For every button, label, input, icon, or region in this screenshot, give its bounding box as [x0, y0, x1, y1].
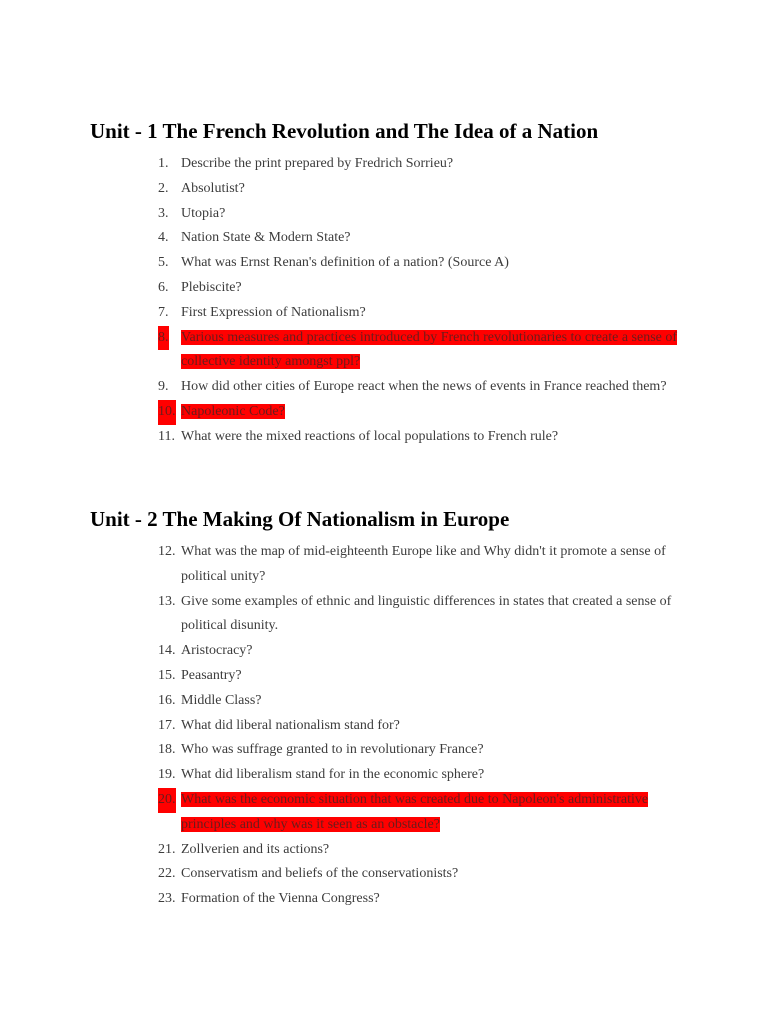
question-number: 13.	[158, 593, 176, 609]
question-number: 16.	[158, 692, 176, 708]
question-text: Formation of the Vienna Congress?	[181, 891, 380, 907]
question-item	[0, 763, 681, 788]
question-number: 19.	[158, 767, 176, 783]
question-number: 8.	[158, 326, 169, 351]
question-number: 1.	[158, 156, 169, 171]
question-item	[0, 639, 681, 664]
question-text: What was the map of mid-eighteenth Europe like and Why didn't it promote a sense of political unity?	[181, 544, 666, 584]
question-number: 11.	[158, 428, 175, 444]
question-text: What did liberalism stand for in the economic sphere?	[181, 767, 485, 783]
question-item	[0, 738, 681, 763]
question-text: Zollverien and its actions?	[181, 841, 330, 857]
question-text: Nation State & Modern State?	[181, 230, 351, 246]
question-item	[0, 887, 681, 912]
question-number: 3.	[158, 205, 169, 221]
question-item	[0, 689, 681, 714]
question-text: Napoleonic Code?	[181, 403, 285, 419]
question-text: Describe the print prepared by Fredrich Sorrieu?	[181, 156, 454, 171]
question-item	[0, 664, 681, 689]
question-item	[0, 276, 681, 301]
question-number: 15.	[158, 667, 176, 683]
question-item-highlighted	[0, 326, 681, 376]
question-text: What did liberal nationalism stand for?	[181, 717, 400, 733]
question-number: 10.	[158, 400, 176, 425]
question-number: 20.	[158, 788, 176, 813]
question-item	[0, 152, 681, 177]
question-item	[0, 425, 681, 450]
question-text: How did other cities of Europe react when the news of events in France reached them?	[181, 379, 667, 395]
question-text: Give some examples of ethnic and linguistic differences in states that created a sense of political disunity.	[181, 593, 672, 634]
question-text: Conservatism and beliefs of the conservationists?	[181, 866, 459, 882]
question-text: Middle Class?	[181, 692, 262, 708]
question-item-highlighted	[0, 400, 681, 425]
question-item	[0, 590, 681, 640]
question-item	[0, 838, 681, 863]
question-number: 2.	[158, 180, 169, 196]
question-item	[0, 375, 681, 400]
question-number: 12.	[158, 544, 176, 559]
question-number: 7.	[158, 304, 169, 320]
question-number: 14.	[158, 643, 176, 659]
question-number: 5.	[158, 255, 169, 271]
question-item	[0, 226, 681, 251]
question-number: 21.	[158, 841, 176, 857]
unit-1-question-list	[0, 152, 681, 450]
question-text: Peasantry?	[181, 667, 242, 683]
question-item	[0, 540, 681, 590]
question-item	[0, 714, 681, 739]
question-item	[0, 862, 681, 887]
question-text: Who was suffrage granted to in revolutionary France?	[181, 742, 484, 758]
question-number: 18.	[158, 742, 176, 758]
question-item	[0, 251, 681, 276]
unit-1-heading: Unit - 1 The French Revolution and The Idea of a Nation	[90, 119, 599, 143]
question-number: 4.	[158, 230, 169, 246]
question-text: Utopia?	[181, 205, 226, 221]
question-item	[0, 177, 681, 202]
question-number: 9.	[158, 379, 169, 395]
question-text: Various measures and practices introduced by French revolutionaries to create a sense of collective identity amongst ppl?	[181, 329, 678, 370]
question-text: Absolutist?	[181, 180, 245, 196]
question-number: 6.	[158, 279, 169, 295]
unit-2-question-list	[0, 540, 681, 912]
question-text: What was Ernst Renan's definition of a nation? (Source A)	[181, 255, 509, 271]
question-text: What was the economic situation that was created due to Napoleon's administrative principles and why was it seen as an obstacle?	[181, 791, 649, 832]
question-text: First Expression of Nationalism?	[181, 304, 366, 320]
question-text: Plebiscite?	[181, 279, 242, 295]
unit-2-heading: Unit - 2 The Making Of Nationalism in Europe	[90, 507, 510, 531]
question-number: 22.	[158, 866, 176, 882]
question-text: Aristocracy?	[181, 643, 253, 659]
question-item-highlighted	[0, 788, 681, 838]
question-number: 23.	[158, 891, 176, 907]
question-item	[0, 301, 681, 326]
question-number: 17.	[158, 717, 176, 733]
question-text: What were the mixed reactions of local populations to French rule?	[181, 428, 559, 444]
question-item	[0, 202, 681, 227]
